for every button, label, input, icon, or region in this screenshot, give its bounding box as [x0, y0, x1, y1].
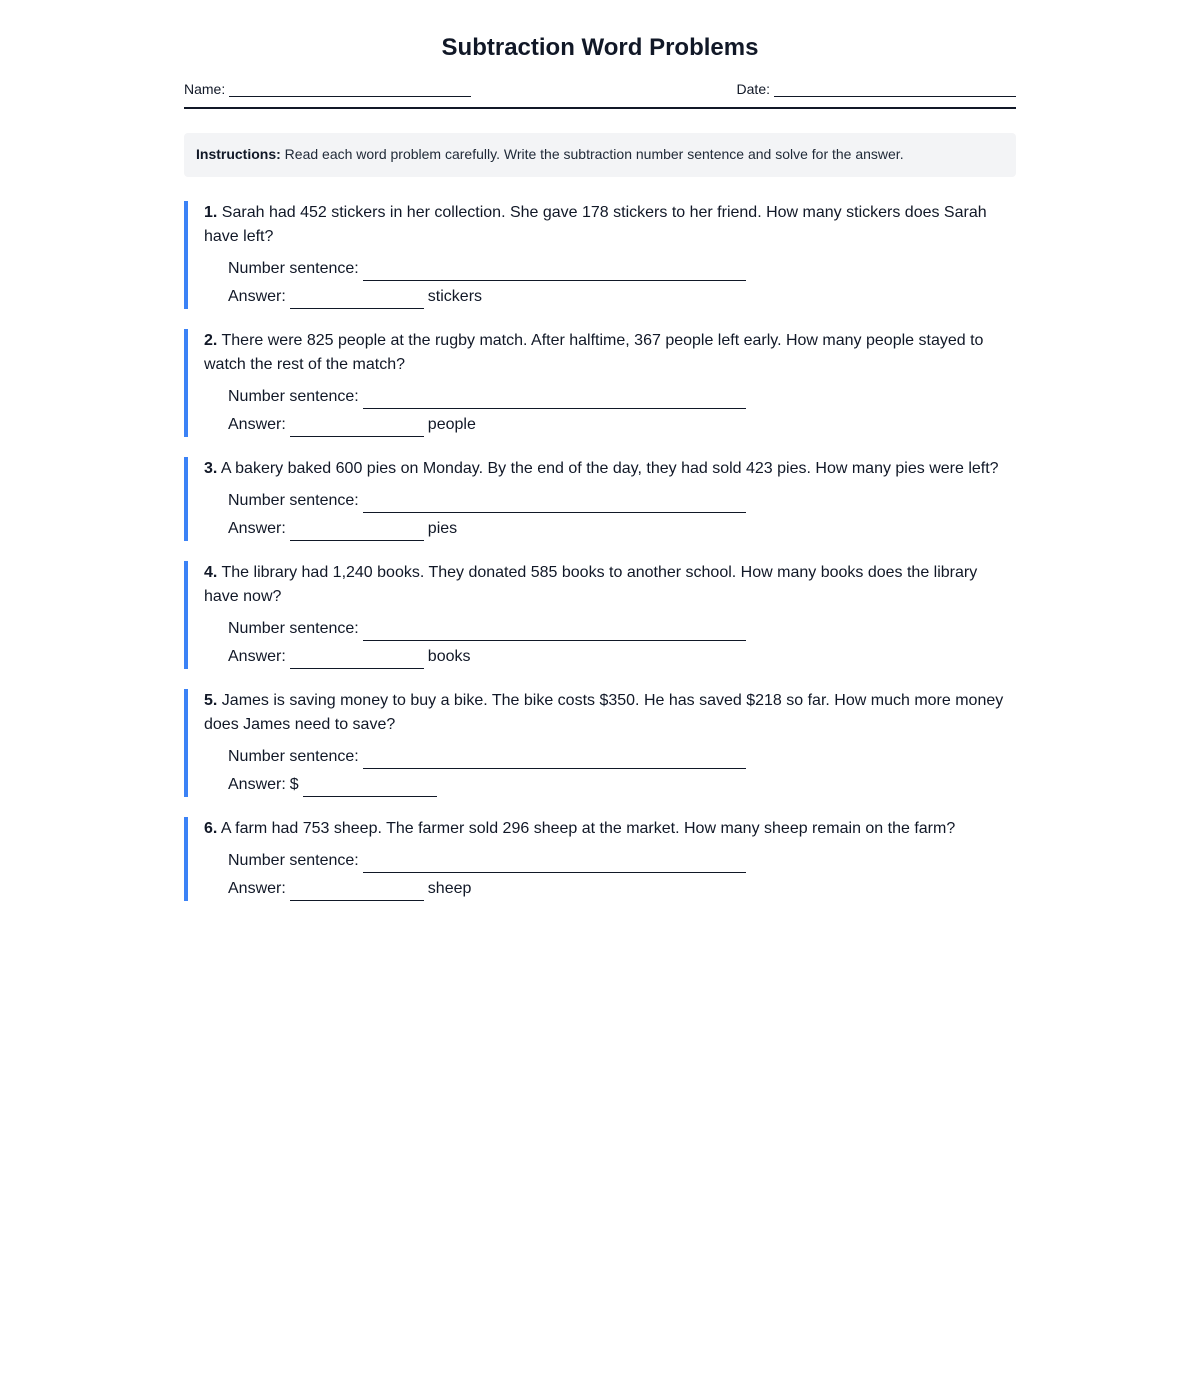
answer-blank[interactable] — [290, 882, 424, 901]
answer-prefix: $ — [289, 776, 299, 793]
problem-item — [184, 201, 1016, 309]
number-sentence-row — [228, 257, 1016, 281]
number-sentence-label: Number sentence: — [228, 852, 359, 869]
problem-question — [204, 329, 1016, 377]
number-sentence-row — [228, 745, 1016, 769]
answer-blank[interactable] — [290, 290, 424, 309]
answer-unit: sheep — [427, 880, 472, 897]
problem-number: 4. — [204, 564, 218, 581]
page-title: Subtraction Word Problems — [441, 34, 759, 61]
date-field — [737, 80, 1016, 97]
name-label: Name: — [184, 81, 226, 97]
answer-label: Answer: — [228, 648, 286, 665]
problem-number: 1. — [204, 204, 218, 221]
number-sentence-blank[interactable] — [363, 390, 746, 409]
problem-number: 5. — [204, 692, 218, 709]
problem-question — [204, 457, 1016, 481]
answer-label: Answer: — [228, 288, 286, 305]
answer-row — [228, 877, 1016, 901]
number-sentence-label: Number sentence: — [228, 748, 359, 765]
answer-row — [228, 413, 1016, 437]
worksheet-page — [184, 0, 1016, 901]
number-sentence-blank[interactable] — [363, 622, 746, 641]
problem-question — [204, 817, 1016, 841]
answer-blank[interactable] — [303, 778, 437, 797]
name-field — [184, 80, 471, 97]
problem-question — [204, 561, 1016, 609]
answer-row — [228, 517, 1016, 541]
answer-row — [228, 773, 1016, 797]
problem-item — [184, 561, 1016, 669]
number-sentence-row — [228, 489, 1016, 513]
problem-text: Sarah had 452 stickers in her collection. She gave 178 stickers to her friend. How many stickers does Sarah have left? — [204, 204, 987, 245]
answer-unit: stickers — [427, 288, 483, 305]
answer-unit: pies — [427, 520, 458, 537]
problem-item — [184, 457, 1016, 541]
number-sentence-row — [228, 849, 1016, 873]
problem-question — [204, 689, 1016, 737]
answer-blank[interactable] — [290, 650, 424, 669]
problem-item — [184, 817, 1016, 901]
problem-question — [204, 201, 1016, 249]
problem-text: A bakery baked 600 pies on Monday. By the end of the day, they had sold 423 pies. How many pies were left? — [220, 460, 999, 477]
number-sentence-row — [228, 617, 1016, 641]
problem-item — [184, 329, 1016, 437]
problem-item — [184, 689, 1016, 797]
answer-row — [228, 645, 1016, 669]
number-sentence-row — [228, 385, 1016, 409]
problem-number: 6. — [204, 820, 218, 837]
date-blank[interactable] — [774, 80, 1016, 97]
answer-label: Answer: — [228, 416, 286, 433]
answer-unit: people — [427, 416, 476, 433]
date-label: Date: — [736, 81, 770, 97]
number-sentence-blank[interactable] — [363, 262, 746, 281]
problem-number: 2. — [204, 332, 218, 349]
instructions-text: Read each word problem carefully. Write the subtraction number sentence and solve for the answer. — [284, 146, 904, 162]
answer-unit: books — [427, 648, 471, 665]
number-sentence-label: Number sentence: — [228, 260, 359, 277]
problem-text: James is saving money to buy a bike. The bike costs $350. He has saved $218 so far. How much more money does James need to save? — [204, 692, 1004, 733]
answer-blank[interactable] — [290, 522, 424, 541]
number-sentence-label: Number sentence: — [228, 492, 359, 509]
answer-label: Answer: — [228, 776, 286, 793]
instructions-box — [184, 133, 1016, 177]
instructions-label: Instructions: — [196, 146, 281, 162]
number-sentence-blank[interactable] — [363, 494, 746, 513]
problem-text: A farm had 753 sheep. The farmer sold 296 sheep at the market. How many sheep remain on the farm? — [220, 820, 956, 837]
problem-number: 3. — [204, 460, 218, 477]
problem-text: There were 825 people at the rugby match. After halftime, 367 people left early. How many people stayed to watch the rest of the match? — [204, 332, 984, 373]
header-meta-row — [184, 80, 1016, 109]
name-blank[interactable] — [229, 80, 471, 97]
number-sentence-label: Number sentence: — [228, 620, 359, 637]
number-sentence-blank[interactable] — [363, 750, 746, 769]
number-sentence-blank[interactable] — [363, 854, 746, 873]
answer-label: Answer: — [228, 880, 286, 897]
problem-text: The library had 1,240 books. They donated 585 books to another school. How many books does the library have now? — [204, 564, 978, 605]
number-sentence-label: Number sentence: — [228, 388, 359, 405]
answer-label: Answer: — [228, 520, 286, 537]
answer-blank[interactable] — [290, 418, 424, 437]
answer-row — [228, 285, 1016, 309]
problem-list — [184, 201, 1016, 901]
